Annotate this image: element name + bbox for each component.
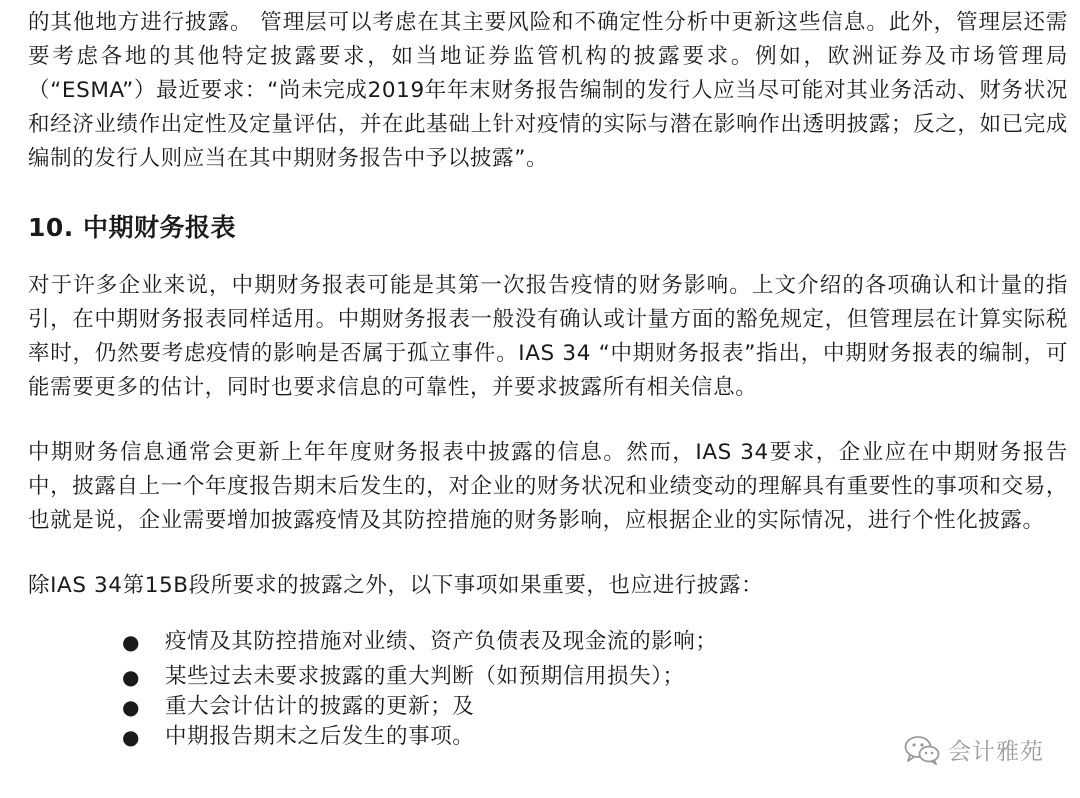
bullet-icon: ● — [122, 695, 141, 719]
watermark — [904, 733, 1044, 766]
list-item — [28, 692, 1068, 722]
paragraph-interim-statements: 对于许多企业来说，中期财务报表可能是其第一次报告疫情的财务影响。上文介绍的各项确认和计量的指引，在中期财务报表同样适用。中期财务报表一般没有确认或计量方面的豁免规定，但管理层在计算实际税率时，仍然要考虑疫情的影响是否属于孤立事件。IAS 34 “中期财务报表”指出，中期财务报表的编制，可能需要更多的估计，同时也要求信息的可靠性，并要求披露所有相关信息。 — [28, 273, 1068, 400]
list-item-text: 疫情及其防控措施对业绩、资产负债表及现金流的影响； — [165, 629, 718, 654]
list-item — [28, 662, 1068, 692]
watermark-text: 会计雅苑 — [948, 739, 1044, 765]
paragraph-additional-disclosures: 除IAS 34第15B段所要求的披露之外，以下事项如果重要，也应进行披露： — [28, 573, 764, 598]
bullet-icon: ● — [122, 630, 141, 654]
list-item-text: 中期报告期末之后发生的事项。 — [165, 724, 475, 749]
paragraph-interim-updates: 中期财务信息通常会更新上年年度财务报表中披露的信息。然而，IAS 34要求，企业应在中期财务报告中，披露自上一个年度报告期末后发生的，对企业的财务状况和业绩变动的理解具有重要性的事项和交易，也就是说，企业需要增加披露疫情及其防控措施的财务影响，应根据企业的实际情况，进行个性化披露。 — [28, 440, 1068, 533]
wechat-icon — [904, 735, 940, 765]
bullet-icon: ● — [122, 725, 141, 749]
bullet-icon: ● — [122, 665, 141, 689]
document-body — [28, 6, 1068, 752]
section-heading: 10. 中期财务报表 — [28, 213, 236, 242]
list-item-text: 重大会计估计的披露的更新；及 — [165, 694, 475, 719]
list-item-text: 某些过去未要求披露的重大判断（如预期信用损失）； — [165, 664, 685, 689]
list-item — [28, 627, 1068, 657]
intro-paragraph: 的其他地方进行披露。 管理层可以考虑在其主要风险和不确定性分析中更新这些信息。此外，管理层还需要考虑各地的其他特定披露要求，如当地证券监管机构的披露要求。例如，欧洲证券及市场管理局（“ESMA”）最近要求：“尚未完成2019年年末财务报告编制的发行人应当尽可能对其业务活动、财务状况和经济业绩作出定性及定量评估，并在此基础上针对疫情的实际与潜在影响作出透明披露；反之，如已完成编制的发行人则应当在其中期财务报告中予以披露”。 — [28, 10, 1068, 171]
